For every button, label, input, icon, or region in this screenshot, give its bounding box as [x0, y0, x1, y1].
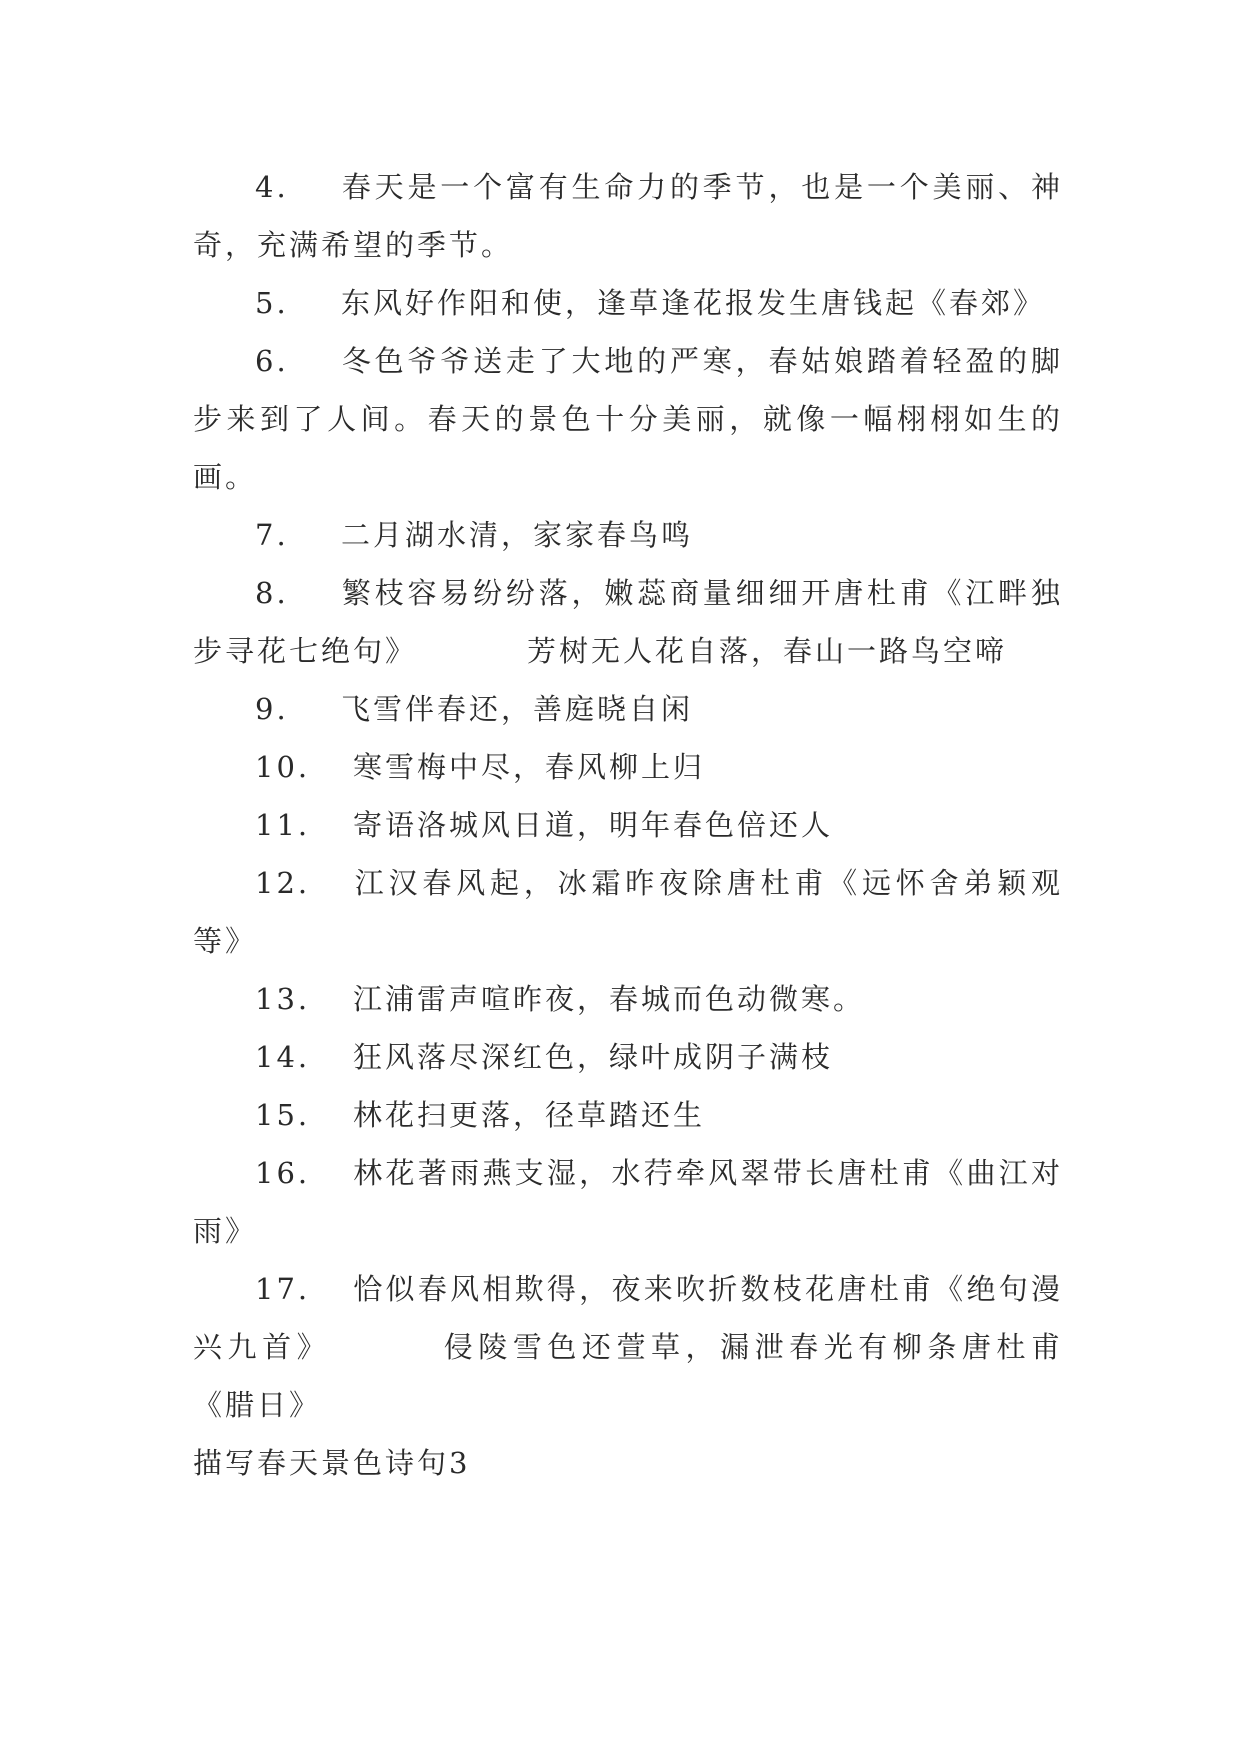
list-item	[193, 1028, 1063, 1086]
poem-list	[193, 158, 1063, 1492]
item-text-continued: 芳树无人花自落，春山一路鸟空啼	[527, 634, 1008, 668]
item-number: 12.	[255, 866, 311, 900]
list-item	[193, 796, 1063, 854]
item-number: 6.	[255, 344, 289, 378]
list-item	[193, 332, 1063, 506]
item-number: 9.	[255, 692, 289, 726]
item-number: 8.	[255, 576, 289, 610]
list-item	[193, 1086, 1063, 1144]
item-number: 4.	[255, 170, 289, 204]
item-text: 东风好作阳和使，逢草逢花报发生唐钱起《春郊》	[341, 286, 1046, 320]
item-text: 冬色爷爷送走了大地的严寒，春姑娘踏着轻盈的脚步来到了人间。春天的景色十分美丽，就像一幅栩栩如生的画。	[193, 344, 1063, 494]
item-text: 江汉春风起，冰霜昨夜除唐杜甫《远怀舍弟颖观等》	[193, 866, 1063, 958]
item-text: 飞雪伴春还，善庭晓自闲	[341, 692, 694, 726]
item-number: 10.	[255, 750, 311, 784]
item-text: 二月湖水清，家家春鸟鸣	[341, 518, 694, 552]
item-text: 林花著雨燕支湿，水荇牵风翠带长唐杜甫《曲江对雨》	[193, 1156, 1063, 1248]
list-item	[193, 970, 1063, 1028]
item-number: 15.	[255, 1098, 311, 1132]
item-number: 5.	[255, 286, 289, 320]
list-item	[193, 1260, 1063, 1434]
list-item	[193, 158, 1063, 274]
item-text: 狂风落尽深红色，绿叶成阴子满枝	[353, 1040, 834, 1074]
item-number: 13.	[255, 982, 311, 1016]
list-item	[193, 680, 1063, 738]
item-text-continued: 侵陵雪色还萱草，漏泄春光有柳条唐杜甫《腊日》	[193, 1330, 1063, 1422]
list-item	[193, 854, 1063, 970]
list-item	[193, 738, 1063, 796]
list-item	[193, 506, 1063, 564]
item-number: 17.	[255, 1272, 311, 1306]
section-heading: 描写春天景色诗句3	[193, 1446, 471, 1480]
item-number: 16.	[255, 1156, 311, 1190]
list-item	[193, 274, 1063, 332]
item-text: 寒雪梅中尽，春风柳上归	[353, 750, 706, 784]
item-text: 寄语洛城风日道，明年春色倍还人	[353, 808, 834, 842]
item-text: 繁枝容易纷纷落，嫩蕊商量细细开唐杜甫《江畔独步寻花七绝句》	[193, 576, 1063, 668]
item-text: 林花扫更落，径草踏还生	[353, 1098, 706, 1132]
item-text: 恰似春风相欺得，夜来吹折数枝花唐杜甫《绝句漫兴九首》	[193, 1272, 1063, 1364]
list-item	[193, 1144, 1063, 1260]
item-number: 14.	[255, 1040, 311, 1074]
item-number: 11.	[255, 808, 311, 842]
item-text: 江浦雷声喧昨夜，春城而色动微寒。	[353, 982, 866, 1016]
item-text: 春天是一个富有生命力的季节，也是一个美丽、神奇，充满希望的季节。	[193, 170, 1063, 262]
item-number: 7.	[255, 518, 289, 552]
list-item	[193, 564, 1063, 680]
